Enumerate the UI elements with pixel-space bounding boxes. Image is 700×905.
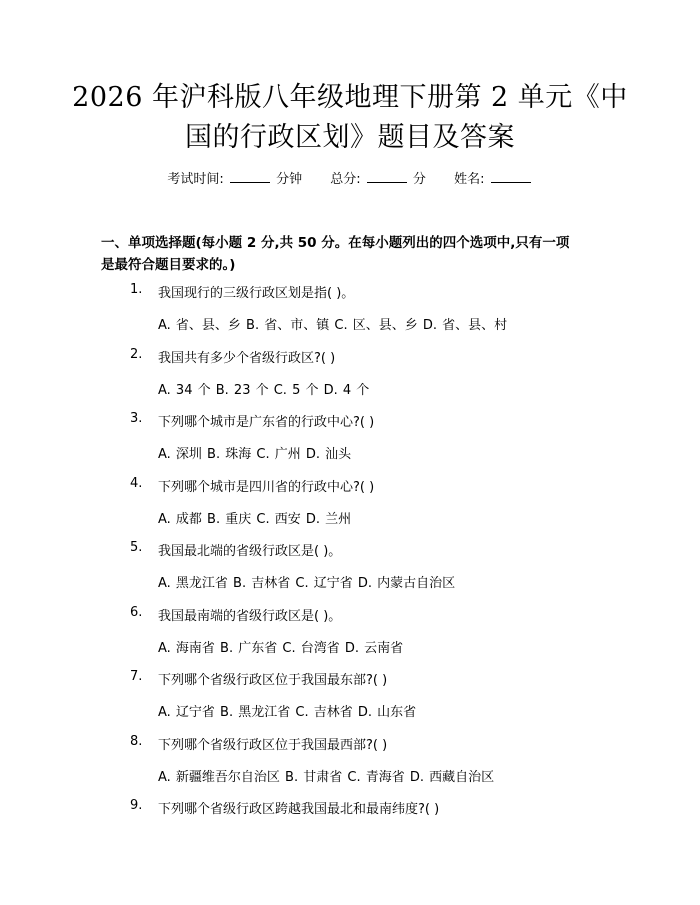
name-field (454, 172, 533, 187)
question-number: 6. (130, 604, 143, 620)
question-stem: 我国共有多少个省级行政区?( ) (158, 350, 336, 366)
question-options: A. 新疆维吾尔自治区 B. 甘肃省 C. 青海省 D. 西藏自治区 (158, 769, 495, 785)
section-heading-line-1: 一、单项选择题(每小题 2 分,共 50 分。在每小题列出的四个选项中,只有一项 (101, 235, 570, 251)
question-item (0, 540, 700, 605)
question-number: 9. (130, 798, 143, 813)
question-number: 1. (130, 282, 143, 297)
question-stem: 我国现行的三级行政区划是指( )。 (158, 286, 355, 301)
question-options: A. 省、县、乡 B. 省、市、镇 C. 区、县、乡 D. 省、县、村 (158, 318, 508, 333)
question-item (0, 411, 700, 476)
score-blank (367, 172, 407, 183)
question-options: A. 海南省 B. 广东省 C. 台湾省 D. 云南省 (158, 640, 404, 656)
question-stem: 下列哪个省级行政区位于我国最西部?( ) (158, 737, 388, 753)
score-label: 总分: (330, 172, 361, 187)
question-options: A. 辽宁省 B. 黑龙江省 C. 吉林省 D. 山东省 (158, 705, 417, 720)
title-line-1: 2026 年沪科版八年级地理下册第 2 单元《中 (72, 82, 628, 113)
exam-time-blank (230, 172, 270, 183)
question-item (0, 347, 700, 412)
question-stem: 下列哪个城市是广东省的行政中心?( ) (158, 415, 375, 430)
question-item (0, 476, 700, 541)
exam-time-label: 考试时间: (167, 172, 224, 187)
exam-info-line (0, 168, 700, 187)
score-unit: 分 (412, 172, 426, 187)
question-number: 8. (130, 733, 143, 749)
section-heading (101, 232, 601, 276)
question-options: A. 成都 B. 重庆 C. 西安 D. 兰州 (158, 511, 352, 527)
question-stem: 下列哪个省级行政区跨越我国最北和最南纬度?( ) (158, 802, 440, 817)
exam-time-field (167, 172, 306, 187)
question-item (0, 282, 700, 347)
question-stem: 下列哪个城市是四川省的行政中心?( ) (158, 479, 375, 495)
exam-time-unit: 分钟 (276, 172, 303, 187)
name-label: 姓名: (454, 172, 485, 187)
question-options: A. 黑龙江省 B. 吉林省 C. 辽宁省 D. 内蒙古自治区 (158, 576, 456, 591)
name-blank (491, 172, 531, 183)
question-stem: 我国最北端的省级行政区是( )。 (158, 544, 342, 559)
question-number: 3. (130, 411, 143, 426)
document-title (70, 78, 630, 158)
question-item (0, 734, 700, 799)
question-item (0, 605, 700, 670)
title-line-2: 国的行政区划》题目及答案 (185, 122, 515, 153)
section-heading-line-2: 是最符合题目要求的。) (101, 257, 236, 273)
question-item (0, 798, 700, 863)
question-number: 2. (130, 346, 143, 362)
question-item (0, 669, 700, 734)
question-options: A. 深圳 B. 珠海 C. 广州 D. 汕头 (158, 447, 352, 462)
question-list (0, 282, 700, 863)
question-number: 5. (130, 540, 143, 555)
question-options: A. 34 个 B. 23 个 C. 5 个 D. 4 个 (158, 382, 370, 398)
question-number: 4. (130, 475, 143, 491)
question-stem: 下列哪个省级行政区位于我国最东部?( ) (158, 673, 388, 688)
score-field (330, 172, 430, 187)
question-stem: 我国最南端的省级行政区是( )。 (158, 608, 342, 624)
question-number: 7. (130, 669, 143, 684)
